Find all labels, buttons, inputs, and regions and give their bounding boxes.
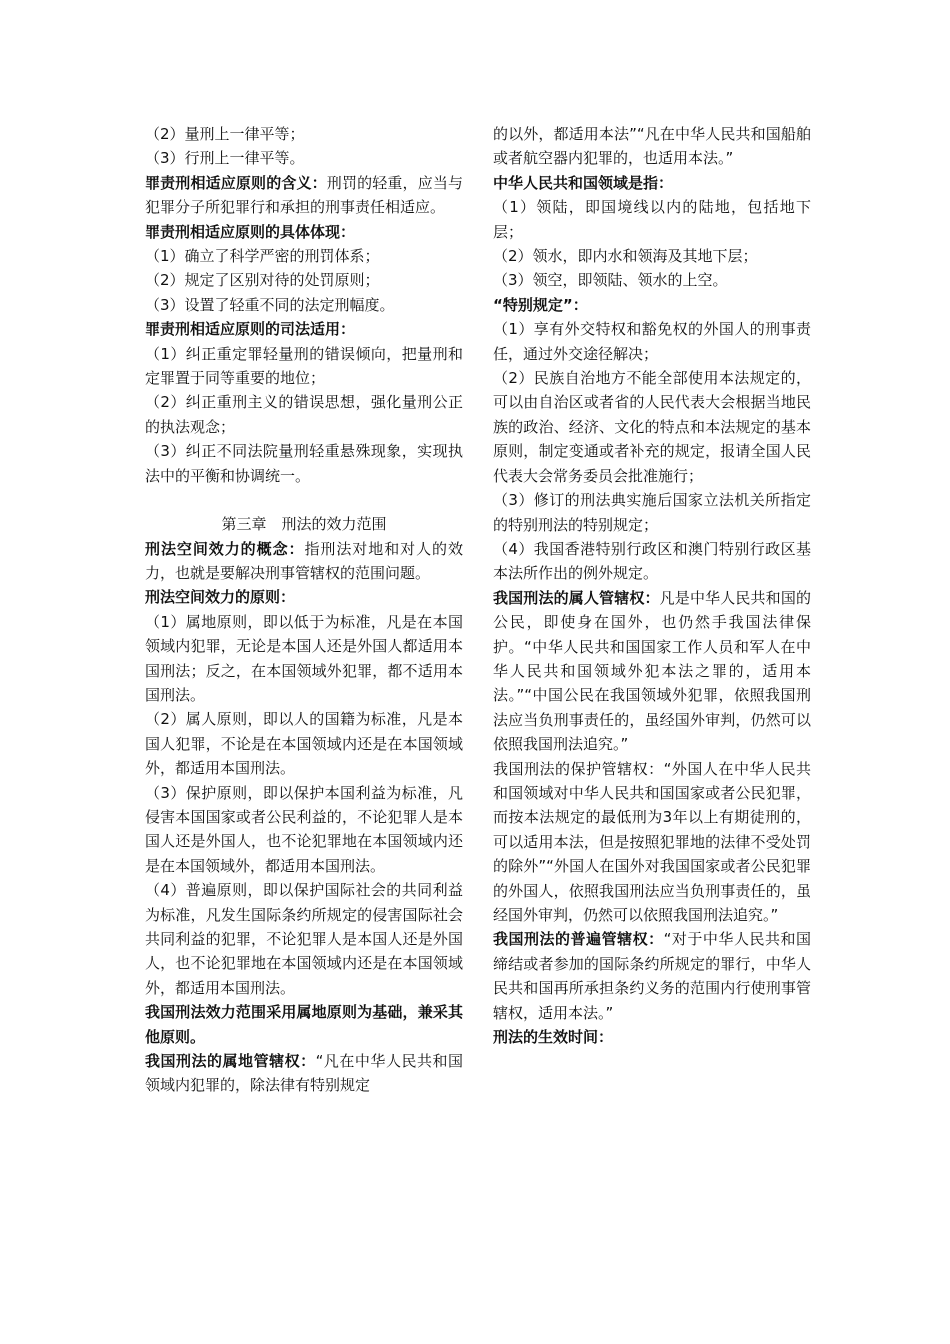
paragraph	[145, 268, 463, 292]
paragraph	[493, 317, 811, 366]
paragraph	[145, 293, 463, 317]
paragraph	[145, 220, 463, 244]
paragraph	[145, 1049, 463, 1098]
chapter-title: 第三章 刑法的效力范围	[221, 515, 387, 534]
paragraph-text: 刑罚的轻重，应当与犯罪分子所犯罪行和承担的刑事责任相适应。	[145, 173, 463, 217]
paragraph-heading: 罪责刑相适应原则的具体体现：	[145, 222, 356, 241]
paragraph	[493, 122, 811, 171]
paragraph-text: （3）修订的刑法典实施后国家立法机关所指定的特别刑法的特别规定；	[493, 491, 811, 534]
paragraph-heading: 我国刑法的属人管辖权：	[493, 588, 660, 607]
paragraph-text: （1）领陆，即国境线以内的陆地，包括地下层；	[493, 198, 811, 241]
paragraph-text: （1）确立了科学严密的刑罚体系；	[145, 247, 380, 266]
paragraph	[145, 537, 463, 586]
paragraph-text: （3）纠正不同法院量刑轻重悬殊现象，实现执法中的平衡和协调统一。	[145, 442, 463, 485]
paragraph-text: （4）我国香港特别行政区和澳门特别行政区基本法所作出的例外规定。	[493, 539, 811, 583]
paragraph-text: 我国刑法的保护管辖权：“外国人在中华人民共和国领域对中华人民共和国国家或者公民犯罪，而按本法规定的最低刑为3年以上有期徒刑的，可以适用本法，但是按照犯罪地的法律不受处罚的除外”“外国人在国外对我国国家或者公民犯罪的外国人，依照我国刑法应当负刑事责任的，虽经国外审判，仍然可以依照我国刑法追究。”	[493, 759, 811, 924]
paragraph	[145, 244, 463, 268]
paragraph-text: （2）领水，即内水和领海及其地下层；	[493, 247, 758, 266]
paragraph-text: （2）纠正重刑主义的错误思想，强化量刑公正的执法观念；	[145, 393, 463, 436]
paragraph	[493, 244, 811, 268]
paragraph	[493, 1025, 811, 1049]
left-column	[145, 122, 463, 1098]
paragraph	[145, 781, 463, 879]
paragraph	[493, 488, 811, 537]
paragraph	[145, 146, 463, 170]
paragraph	[493, 757, 811, 928]
paragraph	[145, 317, 463, 341]
paragraph	[145, 585, 463, 609]
paragraph	[145, 1000, 463, 1049]
paragraph-text: （2）量刑上一律平等；	[145, 125, 305, 143]
paragraph	[145, 439, 463, 488]
paragraph-text: （2）民族自治地方不能全部使用本法规定的，可以由自治区或者省的人民代表大会根据当地民族的政治、经济、文化的特点和本法规定的基本原则，制定变通或者补充的规定，报请全国人民代表大会常务委员会批准施行；	[493, 369, 811, 485]
paragraph-text: （4）普遍原则，即以保护国际社会的共同利益为标准，凡发生国际条约所规定的侵害国际社会共同利益的犯罪，不论犯罪人是本国人还是外国人，也不论犯罪地在本国领域内还是在本国领域外，都适用本国刑法。	[145, 881, 463, 997]
paragraph	[145, 610, 463, 708]
section-gap	[145, 488, 463, 512]
paragraph-text: （1）享有外交特权和豁免权的外国人的刑事责任，通过外交途径解决；	[493, 320, 811, 363]
paragraph-heading: 中华人民共和国领域是指：	[493, 173, 674, 192]
paragraph-heading: 刑法的生效时间：	[493, 1028, 614, 1047]
paragraph-text: （1）纠正重定罪轻量刑的错误倾向，把量刑和定罪置于同等重要的地位；	[145, 344, 463, 388]
paragraph-text: “凡在中华人民共和国领域内犯罪的，除法律有特别规定	[145, 1052, 463, 1095]
left-paragraphs-2	[145, 537, 463, 1098]
paragraph-heading: 罪责刑相适应原则的司法适用：	[145, 320, 356, 339]
paragraph-text: 的以外，都适用本法”“凡在中华人民共和国船舶或者航空器内犯罪的，也适用本法。”	[493, 125, 811, 168]
paragraph	[493, 927, 811, 1025]
paragraph-text: （2）属人原则，即以人的国籍为标准，凡是本国人犯罪，不论是在本国领域内还是在本国领域外，都适用本国刑法。	[145, 710, 463, 778]
paragraph	[145, 342, 463, 391]
paragraph-heading: 我国刑法的普遍管辖权：	[493, 930, 664, 949]
paragraph	[145, 707, 463, 780]
paragraph-heading: 我国刑法效力范围采用属地原则为基础，兼采其他原则。	[145, 1003, 463, 1046]
paragraph	[493, 171, 811, 195]
paragraph	[493, 195, 811, 244]
paragraph-heading: 罪责刑相适应原则的含义：	[145, 173, 327, 192]
paragraph-text: （3）领空，即领陆、领水的上空。	[493, 271, 728, 290]
paragraph-text: （3）设置了轻重不同的法定刑幅度。	[145, 295, 395, 314]
right-column	[493, 122, 811, 1049]
paragraph	[493, 268, 811, 292]
paragraph-heading: 刑法空间效力的概念：	[145, 539, 305, 558]
paragraph-text: （2）规定了区别对待的处罚原则；	[145, 271, 380, 290]
paragraph	[493, 537, 811, 586]
paragraph-heading: “特别规定”：	[493, 295, 588, 314]
paragraph	[145, 122, 463, 146]
paragraph	[145, 878, 463, 1000]
paragraph-text: （1）属地原则，即以低于为标准，凡是在本国领域内犯罪，无论是本国人还是外国人都适用本国刑法；反之，在本国领域外犯罪，都不适用本国刑法。	[145, 612, 463, 704]
paragraph	[493, 293, 811, 317]
paragraph	[493, 586, 811, 757]
paragraph-text: “对于中华人民共和国缔结或者参加的国际条约所规定的罪行，中华人民共和国再所承担条约义务的范围内行使刑事管辖权，适用本法。”	[493, 930, 811, 1022]
paragraph	[145, 171, 463, 220]
paragraph-heading: 刑法空间效力的原则：	[145, 588, 296, 607]
paragraph-text: 指刑法对地和对人的效力，也就是要解决刑事管辖权的范围问题。	[145, 539, 463, 582]
paragraph-heading: 我国刑法的属地管辖权：	[145, 1052, 316, 1071]
paragraph	[493, 366, 811, 488]
paragraph	[145, 390, 463, 439]
right-paragraphs	[493, 122, 811, 1049]
paragraph-text: （3）行刑上一律平等。	[145, 149, 305, 168]
left-paragraphs	[145, 122, 463, 488]
paragraph-text: 凡是中华人民共和国的公民，即使身在国外，也仍然手我国法律保护。“中华人民共和国国家工作人员和军人在中华人民共和国领域外犯本法之罪的，适用本法。”“中国公民在我国领域外犯罪，依照我国刑法应当负刑事责任的，虽经国外审判，仍然可以依照我国刑法追究。”	[493, 588, 811, 754]
paragraph-text: （3）保护原则，即以保护本国利益为标准，凡侵害本国国家或者公民利益的，不论犯罪人是本国人还是外国人，也不论犯罪地在本国领域内还是在本国领域外，都适用本国刑法。	[145, 783, 463, 875]
